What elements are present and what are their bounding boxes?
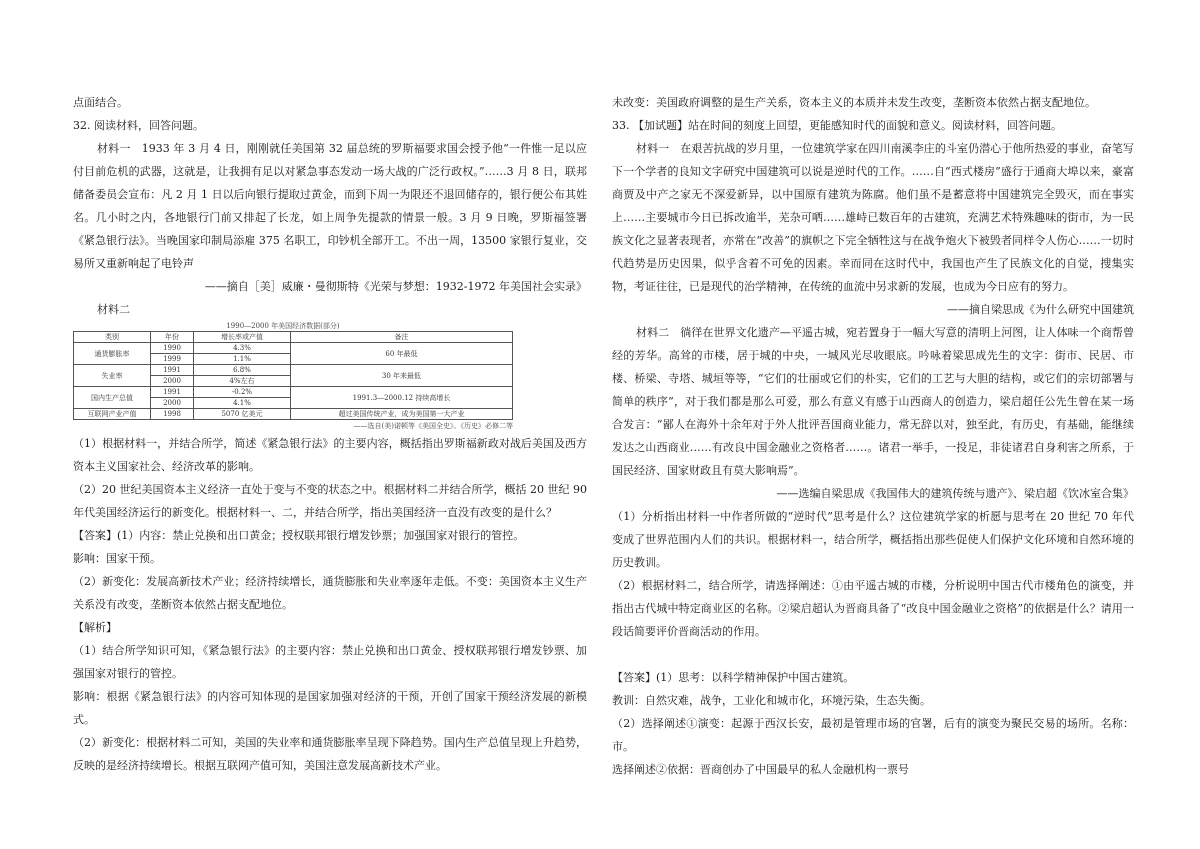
table-cell: 2000 bbox=[151, 398, 194, 409]
table-cell: 1998 bbox=[151, 409, 194, 420]
table-cell: 6.8% bbox=[194, 365, 291, 376]
table-cell: 通货膨胀率 bbox=[74, 343, 151, 365]
material-two-text: 材料二 徜徉在世界文化遗产—平遥古城，宛若置身于一幅大写意的清明上河图，让人体味一个商帮曾经的芳华。高耸的市楼，居于城的中央，一城风光尽收眼底。吟咏着梁思成先生的文字：街市、民居、市楼、桥梁、寺塔、城垣等等，“它们的壮丽或它们的朴实，它们的工艺与大胆的结构，或它们的宗切部署与简单的秩序”，对于我们都是那么可爱，那么有意义有感于山西商人的创造力，梁启超任公先生曾在某一场合发言：“鄙人在海外十余年对于外人批评吾国商业能力，常无辞以对，独至此，有历史，有基础，能继续发达之山西商业……有改良中国金融业之资格者……。诸君一举手，一投足，非徒诸君自身利害之所系，于国民经济、国家财政且有莫大影响焉”。 bbox=[612, 326, 1134, 477]
material-one-text: 材料一 1933 年 3 月 4 日，刚刚就任美国第 32 届总统的罗斯福要求国会授予他“一件惟一足以应付目前危机的武器，这就是，让我拥有足以对紧急事态发动一场大战的广泛行政权。”……3 月 8 日，联邦储备委员会宣布：凡 2 月 1 日以后向银行提取过黄金，而到下周一为限还不退回储存的，银行便公布其姓名。几小时之内，各地银行门前又排起了长龙，如上周争先提款的情景一般。3 月 9 日晚，罗斯福签署《紧急银行法》。当晚国家印制局添雇 375 名职工，印钞机全部开工。不出一周，13500 家银行复业，交易所又重新响起了电铃声 bbox=[73, 142, 587, 270]
table-cell: 2000 bbox=[151, 376, 194, 387]
question-33-part-2: （2）根据材料二，结合所学，请选择阐述：①由平遥古城的市楼，分析说明中国古代市楼角色的演变，并指出古代城中特定商业区的名称。②梁启超认为晋商具备了“改良中国金融业之资格”的依据是什么？请用一段话简要评价晋商活动的作用。 bbox=[612, 579, 1134, 638]
answer-line: （2）选择阐述①演变：起源于西汉长安，最初是管理市场的官署，后有的演变为聚民交易的场所。名称：市。 bbox=[612, 717, 1134, 753]
table-title: 1990—2000 年美国经济数据(部分) bbox=[226, 322, 340, 330]
table-cell: 1990 bbox=[151, 343, 194, 354]
table-cell: 4%左右 bbox=[194, 376, 291, 387]
table-cell: 30 年来最低 bbox=[291, 365, 513, 387]
analysis-line: （1）结合所学知识可知，《紧急银行法》的主要内容：禁止兑换和出口黄金、授权联邦银行增发钞票、加强国家对银行的管控。 bbox=[73, 644, 587, 680]
question-32-part-2: （2）20 世纪美国资本主义经济一直处于变与不变的状态之中。根据材料二并结合所学，概括 20 世纪 90 年代美国经济运行的新变化。根据材料一、二，并结合所学，指出美国经济一直没有改变的是什么？ bbox=[73, 483, 587, 519]
question-32-heading: 32. 阅读材料，回答问题。 bbox=[73, 119, 204, 132]
answer-line: 教训：自然灾难，战争，工业化和城市化，环境污染，生态失衡。 bbox=[612, 694, 931, 707]
table-cell: 1991.3—2000.12 持续高增长 bbox=[291, 387, 513, 409]
question-32-part-1: （1）根据材料一，并结合所学，简述《紧急银行法》的主要内容，概括指出罗斯福新政对战后美国及西方资本主义国家社会、经济改革的影响。 bbox=[73, 437, 587, 473]
table-cell: 超过美国传统产业，成为美国第一大产业 bbox=[291, 409, 513, 420]
table-header-cell: 增长率或产值 bbox=[194, 332, 291, 343]
material-one-source: ——摘自［美］威廉・曼彻斯特《光荣与梦想：1932-1972 年美国社会实录》 bbox=[204, 280, 587, 293]
left-column bbox=[73, 91, 587, 777]
table-row bbox=[74, 387, 513, 398]
table-cell: 国内生产总值 bbox=[74, 387, 151, 409]
material-one-source: ——摘自梁思成《为什么研究中国建筑 bbox=[947, 303, 1134, 316]
answer-heading: 【答案】(1）思考：以科学精神保护中国古建筑。 bbox=[612, 671, 855, 684]
analysis-line: 未改变：美国政府调整的是生产关系，资本主义的本质并未发生改变，垄断资本依然占据支配地位。 bbox=[612, 96, 1096, 109]
table-cell: 4.3% bbox=[194, 343, 291, 354]
table-cell: 1991 bbox=[151, 387, 194, 398]
material-two-source: ——选编自梁思成《我国伟大的建筑传统与遗产》、梁启超《饮冰室合集》 bbox=[776, 487, 1134, 500]
material-one-text: 材料一 在艰苦抗战的岁月里，一位建筑学家在四川南溪李庄的斗室仍潜心于他所热爱的事业，奋笔写下一个学者的良知文字研究中国建筑可以说是逆时代的工作。……自“西式楼房”盛行于通商大埠以来，豪富商贾及中产之家无不深爱新异，以中国原有建筑为陈腐。他们虽不是蓄意将中国建筑完全毁灭，而在事实上……主要城市今日已拆改逾半，芜杂可哂……雄峙已数百年的古建筑，充满艺术特殊趣味的街市，为一民族文化之显著表现者，亦常在“改善”的旗帜之下完全牺牲这与在战争炮火下被毁者同样令人伤心……一切时代趋势是历史因果，似乎含着不可免的因素。幸而同在这时代中，我国也产生了民族文化的自觉，搜集实物，考证往往，已是现代的治学精神，在传统的血流中另求新的发展，也成为今日应有的努力。 bbox=[612, 142, 1134, 293]
table-row bbox=[74, 343, 513, 354]
table-source: ——选自(美)诺顿等《美国全史》、《历史》必修二等 bbox=[353, 422, 513, 430]
table-cell: 互联网产业产值 bbox=[74, 409, 151, 420]
analysis-line: （2）新变化：根据材料二可知，美国的失业率和通货膨胀率呈现下降趋势。国内生产总值呈现上升趋势，反映的是经济持续增长。根据互联网产值可知，美国注意发展高新技术产业。 bbox=[73, 736, 587, 772]
question-33-heading: 33. 【加试题】站在时间的刻度上回望，更能感知时代的面貌和意义。阅读材料，回答问题。 bbox=[612, 119, 1062, 132]
paragraph: 点面结合。 bbox=[73, 96, 128, 109]
question-33-part-1: （1）分析指出材料一中作者所做的“逆时代”思考是什么？这位建筑学家的析愿与思考在 20 世纪 70 年代变成了世界范围内人们的共识。根据材料一，结合所学，概括指出那些促使人们保护文化环境和自然环境的历史教训。 bbox=[612, 510, 1134, 569]
table-row bbox=[74, 409, 513, 420]
answer-line: 选择阐述②依据：晋商创办了中国最早的私人金融机构一票号 bbox=[612, 763, 909, 776]
table-cell: 5070 亿美元 bbox=[194, 409, 291, 420]
table-header-cell: 年份 bbox=[151, 332, 194, 343]
analysis-line: 影响：根据《紧急银行法》的内容可知体现的是国家加强对经济的干预，开创了国家干预经济发展的新模式。 bbox=[73, 690, 587, 726]
table-header-cell: 类别 bbox=[74, 332, 151, 343]
table-cell: 1999 bbox=[151, 354, 194, 365]
answer-heading: 【答案】(1）内容：禁止兑换和出口黄金；授权联邦银行增发钞票；加强国家对银行的管控。 bbox=[73, 529, 525, 542]
table-cell: 4.1% bbox=[194, 398, 291, 409]
material-two-label: 材料二 bbox=[97, 303, 130, 316]
answer-line: 影响：国家干预。 bbox=[73, 552, 161, 565]
table-cell: 失业率 bbox=[74, 365, 151, 387]
table-header-row bbox=[74, 332, 513, 343]
right-column bbox=[612, 91, 1134, 781]
economy-data-table bbox=[73, 331, 513, 420]
answer-line: （2）新变化：发展高新技术产业；经济持续增长，通货膨胀和失业率逐年走低。不变：美国资本主义生产关系没有改变，垄断资本依然占据支配地位。 bbox=[73, 575, 587, 611]
table-cell: 60 年最低 bbox=[291, 343, 513, 365]
table-cell: 1991 bbox=[151, 365, 194, 376]
economy-data-figure bbox=[73, 321, 587, 432]
table-cell: -0.2% bbox=[194, 387, 291, 398]
table-cell: 1.1% bbox=[194, 354, 291, 365]
analysis-heading: 【解析】 bbox=[73, 621, 117, 634]
table-header-cell: 备注 bbox=[291, 332, 513, 343]
table-row bbox=[74, 365, 513, 376]
